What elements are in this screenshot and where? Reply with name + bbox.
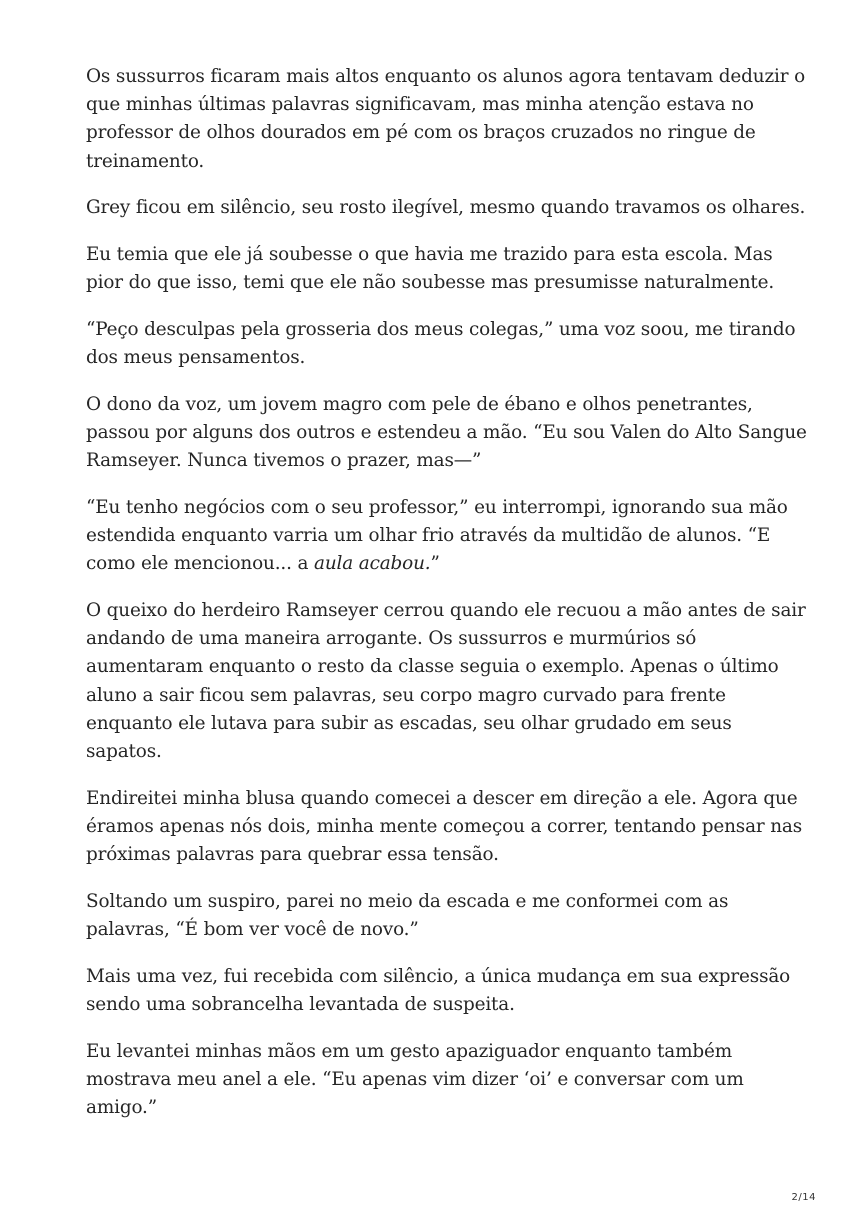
paragraph-4: “Peço desculpas pela grosseria dos meus colegas,” uma voz soou, me tirando dos meus pensamentos. — [86, 318, 796, 369]
paragraph-10: Mais uma vez, fui recebida com silêncio, a única mudança em sua expressão sendo uma sobrancelha levantada de suspeita. — [86, 965, 791, 1015]
paragraph-8: Endireitei minha blusa quando comecei a descer em direção a ele. Agora que éramos apenas nós dois, minha mente começou a correr, tentando pensar nas próximas palavras para quebrar essa tensão. — [86, 787, 803, 866]
paragraph-6-closing: ” — [430, 553, 440, 575]
paragraph-6-italic: aula acabou. — [314, 553, 431, 575]
paragraph-11: Eu levantei minhas mãos em um gesto apaziguador enquanto também mostrava meu anel a ele. “Eu apenas vim dizer ‘oi’ e conversar com um amigo.” — [86, 1040, 744, 1119]
paragraph-1: Os sussurros ficaram mais altos enquanto os alunos agora tentavam deduzir o que minhas últimas palavras significavam, mas minha atenção estava no professor de olhos dourados em pé com os braços cruzados no ringue de treinamento. — [86, 66, 805, 172]
paragraph-3: Eu temia que ele já soubesse o que havia me trazido para esta escola. Mas pior do que isso, temi que ele não soubesse mas presumisse naturalmente. — [86, 244, 775, 294]
paragraph-9: Soltando um suspiro, parei no meio da escada e me conformei com as palavras, “É bom ver você de novo.” — [86, 890, 729, 941]
paragraph-6-text: “Eu tenho negócios com o seu professor,” eu interrompi, ignorando sua mão estendida enquanto varria um olhar frio através da multidão de alunos. “E como ele mencionou... a — [86, 496, 788, 575]
paragraph-7: O queixo do herdeiro Ramseyer cerrou quando ele recuou a mão antes de sair andando de uma maneira arrogante. Os sussurros e murmúrios só aumentaram enquanto o resto da classe seguia o exemplo. Apenas o último aluno a sair ficou sem palavras, seu corpo magro curvado para frente enquanto ele lutava para subir as escadas, seu olhar grudado em seus sapatos. — [86, 600, 806, 763]
page-number: 2/14 — [791, 1191, 816, 1203]
paragraph-5: O dono da voz, um jovem magro com pele de ébano e olhos penetrantes, passou por alguns dos outros e estendeu a mão. “Eu sou Valen do Alto Sangue Ramseyer. Nunca tivemos o prazer, mas—” — [86, 393, 807, 472]
paragraph-2: Grey ficou em silêncio, seu rosto ilegível, mesmo quando travamos os olhares. — [86, 197, 806, 219]
paragraph-6 — [86, 494, 808, 579]
